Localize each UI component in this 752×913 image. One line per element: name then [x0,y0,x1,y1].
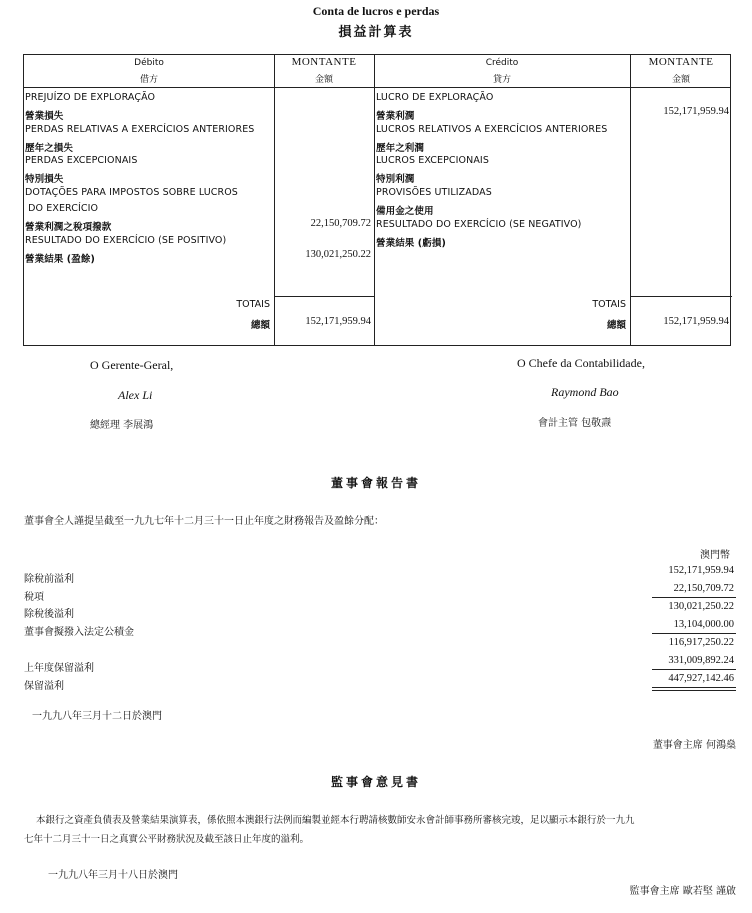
supervisory-opinion-body-line2: 七年十二月三十一日之真實公平財務狀況及截至該日止年度的溢利。 [24,834,310,845]
column-divider [274,55,275,345]
credit-item: 營業結果 (虧損) [376,238,446,249]
report-row-value: 447,927,142.46 [668,673,734,684]
montante-header-credit-zh: 金額 [671,75,690,85]
debit-item: PREJUÍZO DE EXPLORAÇÃO [25,92,156,103]
report-row-label: 稅項 [24,592,44,603]
underline [652,669,736,670]
debit-item: DO EXERCÍCIO [25,203,99,214]
credit-total: 152,171,959.94 [663,316,729,327]
signature-name-left: Alex Li [118,388,153,402]
debit-item: RESULTADO DO EXERCÍCIO (SE POSITIVO) [25,235,227,246]
supervisory-opinion-body-line1: 本銀行之資產負債表及營業結果演算表，係依照本澳銀行法例而編製並經本行聘請核數師安永會計師事務所審核完竣，足以顯示本銀行於一九九 [36,815,635,826]
credit-item: RESULTADO DO EXERCÍCIO (SE NEGATIVO) [376,219,582,230]
report-row-value: 130,021,250.22 [668,601,734,612]
totals-label-pt: TOTAIS [236,299,270,310]
debit-item: 特別損失 [25,174,64,185]
underline [652,597,736,598]
report-row-label: 除稅後溢利 [24,609,74,620]
signature-title-right: 會計主管 包敬燾 [538,418,612,429]
totals-label-zh: 總額 [250,320,270,331]
profit-loss-table [23,54,731,346]
report-row-value: 152,171,959.94 [668,565,734,576]
totals-label-pt: TOTAIS [592,299,626,310]
montante-header-credit-pt: MONTANTE [648,56,714,68]
report-row-label: 保留溢利 [24,681,64,692]
signature-title-left: 總經理 李展鴻 [90,420,154,431]
underline [652,633,736,634]
montante-header-debit-zh: 金額 [314,75,333,85]
report-row-label: 除稅前溢利 [24,574,74,585]
supervisory-opinion-signer: 監事會主席 歐若堅 謹啟 [629,886,736,897]
board-report-date: 一九九八年三月十二日於澳門 [32,711,162,722]
debit-item: 營業結果 (盈餘) [25,254,95,265]
debit-amount-result: 130,021,250.22 [305,249,371,260]
totals-label-zh: 總額 [606,320,626,331]
column-divider [630,55,631,345]
currency-label: 澳門幣 [700,550,730,561]
board-report-signer: 董事會主席 何鴻燊 [652,740,736,751]
report-row-value: 13,104,000.00 [673,619,734,630]
debit-item: 營業利潤之稅項撥款 [25,222,112,233]
report-row-value: 116,917,250.22 [668,637,734,648]
debit-item: PERDAS RELATIVAS A EXERCÍCIOS ANTERIORES [25,124,255,135]
double-underline [652,687,736,688]
double-underline [652,690,736,691]
credit-item: 歷年之利潤 [376,143,425,154]
debit-amount-tax: 22,150,709.72 [310,218,371,229]
debit-item: 歷年之損失 [25,143,74,154]
signature-role-right: O Chefe da Contabilidade, [517,356,645,370]
credit-amount-operating-profit: 152,171,959.94 [663,106,729,117]
debit-total: 152,171,959.94 [305,316,371,327]
header-divider [24,87,730,88]
credit-item: LUCRO DE EXPLORAÇÃO [376,92,494,103]
document-title-zh: 損益計算表 [338,25,414,40]
document-title-pt: Conta de lucros e perdas [312,4,440,18]
totals-divider-credit [630,296,732,297]
report-row-label: 董事會擬撥入法定公積金 [24,627,134,638]
debit-item: DOTAÇÕES PARA IMPOSTOS SOBRE LUCROS [25,187,238,198]
credit-header-pt: Crédito [485,58,519,68]
board-report-intro: 董事會全人謹提呈截至一九九七年十二月三十一日止年度之財務報告及盈餘分配： [24,516,384,527]
credit-item: LUCROS RELATIVOS A EXERCÍCIOS ANTERIORES [376,124,608,135]
montante-header-debit-pt: MONTANTE [291,56,357,68]
report-row-value: 22,150,709.72 [673,583,734,594]
column-divider [374,55,375,345]
credit-header-zh: 貸方 [492,75,511,85]
signature-role-left: O Gerente-Geral, [90,358,174,372]
totals-divider-debit [274,296,374,297]
supervisory-opinion-title: 監事會意見書 [330,775,421,789]
credit-item: LUCROS EXCEPCIONAIS [376,155,489,166]
board-report-title: 董事會報告書 [330,476,421,490]
supervisory-opinion-date: 一九九八年三月十八日於澳門 [48,870,178,881]
credit-item: 特別利潤 [376,174,415,185]
debit-item: PERDAS EXCEPCIONAIS [25,155,138,166]
debit-header-pt: Débito [134,58,164,68]
report-row-label: 上年度保留溢利 [24,663,94,674]
credit-item: 備用金之使用 [376,206,434,217]
debit-header-zh: 借方 [139,75,158,85]
signature-name-right: Raymond Bao [551,385,619,399]
credit-item: PROVISÕES UTILIZADAS [376,187,492,198]
report-row-value: 331,009,892.24 [668,655,734,666]
debit-item: 營業損失 [25,111,64,122]
credit-item: 營業利潤 [376,111,415,122]
